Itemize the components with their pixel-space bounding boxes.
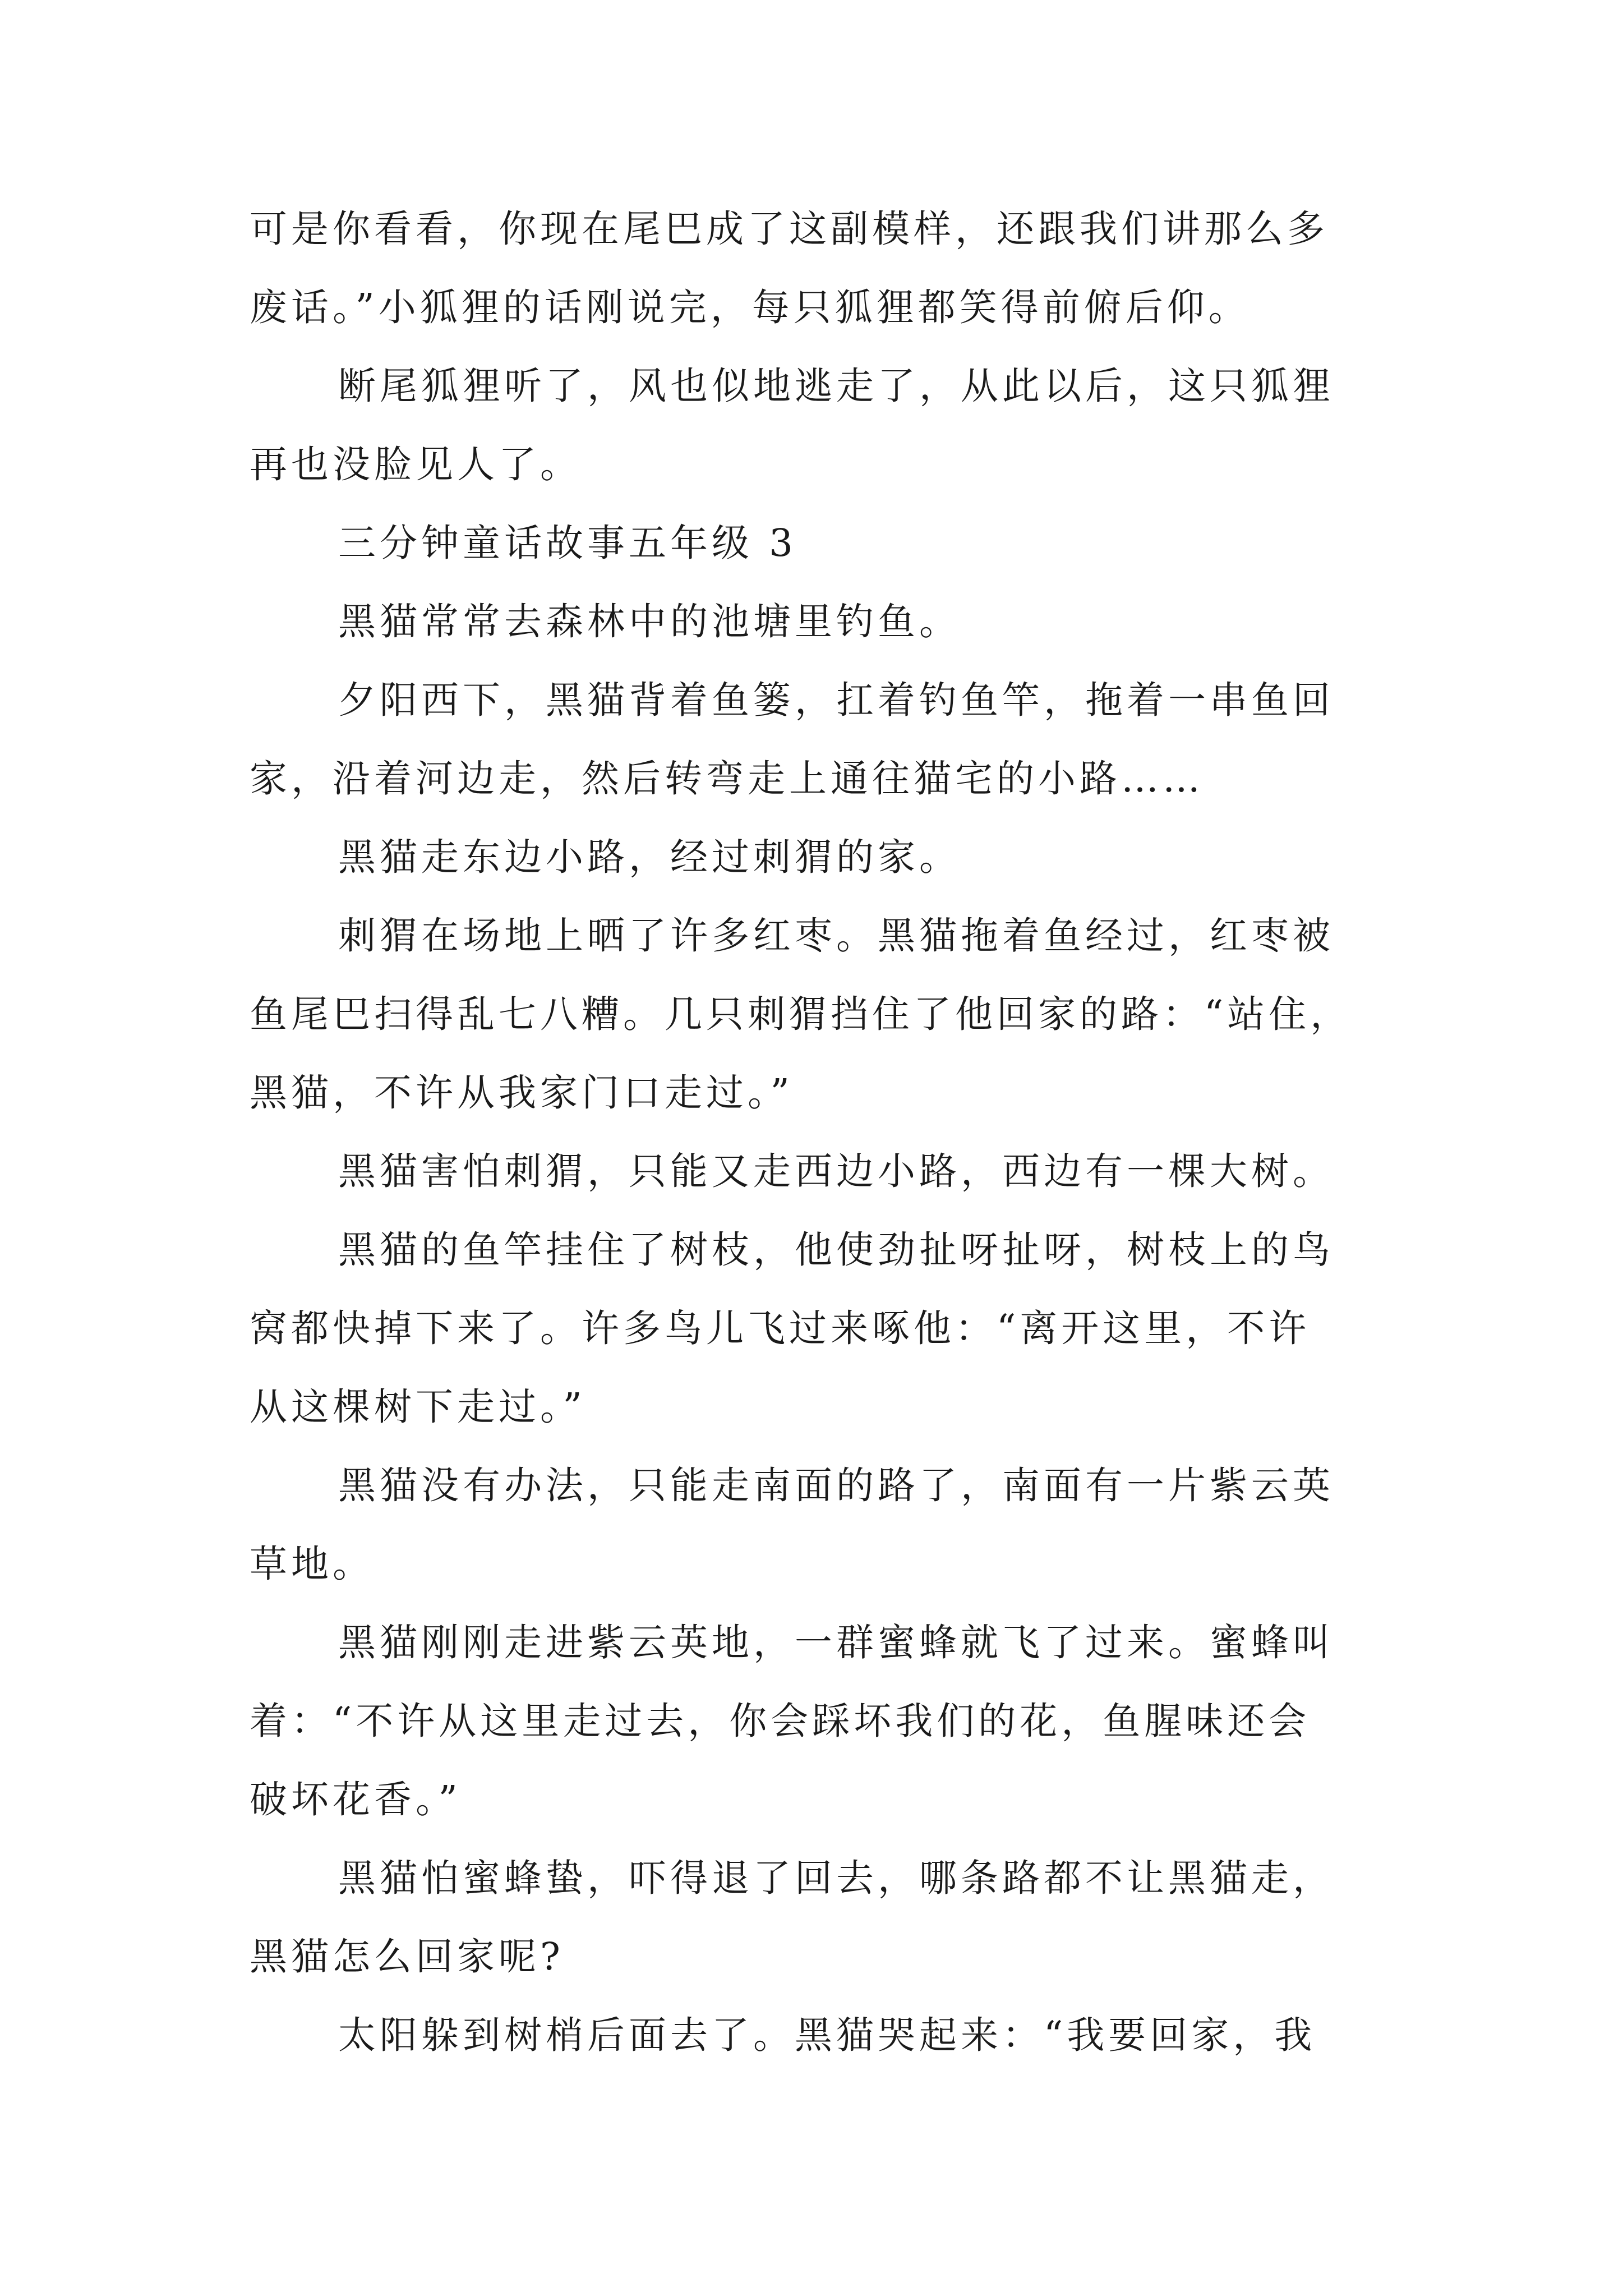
text-line: 着：“不许从这里走过去，你会踩坏我们的花，鱼腥味还会 <box>250 1699 1311 1743</box>
paragraph-first-line: 黑猫害怕刺猬，只能又走西边小路，西边有一棵大树。 <box>338 1149 1334 1193</box>
text-line: 可是你看看，你现在尾巴成了这副模样，还跟我们讲那么多 <box>250 207 1329 251</box>
paragraph-first-line: 黑猫怕蜜蜂蛰，吓得退了回去，哪条路都不让黑猫走， <box>338 1856 1334 1900</box>
text-line: 草地。 <box>250 1542 374 1586</box>
paragraph-first-line: 黑猫刚刚走进紫云英地，一群蜜蜂就飞了过来。蜜蜂叫 <box>338 1621 1334 1664</box>
paragraph-first-line: 断尾狐狸听了，风也似地逃走了，从此以后，这只狐狸 <box>338 364 1334 408</box>
text-line: 破坏花香。” <box>250 1778 462 1821</box>
paragraph-first-line: 黑猫的鱼竿挂住了树枝，他使劲扯呀扯呀，树枝上的鸟 <box>338 1228 1334 1272</box>
text-line: 再也没脸见人了。 <box>250 443 582 486</box>
text-line: 从这棵树下走过。” <box>250 1385 586 1429</box>
section-heading: 三分钟童话故事五年级 3 <box>338 521 797 565</box>
paragraph-first-line: 黑猫走东边小路，经过刺猬的家。 <box>338 835 961 879</box>
text-line: 废话。”小狐狸的话刚说完，每只狐狸都笑得前俯后仰。 <box>250 286 1250 329</box>
paragraph-first-line: 黑猫常常去森林中的池塘里钓鱼。 <box>338 600 961 643</box>
paragraph-first-line: 黑猫没有办法，只能走南面的路了，南面有一片紫云英 <box>338 1464 1334 1507</box>
text-line: 家，沿着河边走，然后转弯走上通往猫宅的小路…… <box>250 757 1204 800</box>
paragraph-first-line: 夕阳西下，黑猫背着鱼篓，扛着钓鱼竿，拖着一串鱼回 <box>338 678 1334 722</box>
text-line: 黑猫，不许从我家门口走过。” <box>250 1071 794 1115</box>
paragraph-first-line: 太阳躲到树梢后面去了。黑猫哭起来：“我要回家，我 <box>338 2013 1316 2057</box>
text-line: 窝都快掉下来了。许多鸟儿飞过来啄他：“离开这里，不许 <box>250 1306 1311 1350</box>
paragraph-first-line: 刺猬在场地上晒了许多红枣。黑猫拖着鱼经过，红枣被 <box>338 914 1334 958</box>
text-line: 鱼尾巴扫得乱七八糟。几只刺猬挡住了他回家的路：“站住， <box>250 992 1352 1036</box>
text-line: 黑猫怎么回家呢? <box>250 1935 564 1978</box>
